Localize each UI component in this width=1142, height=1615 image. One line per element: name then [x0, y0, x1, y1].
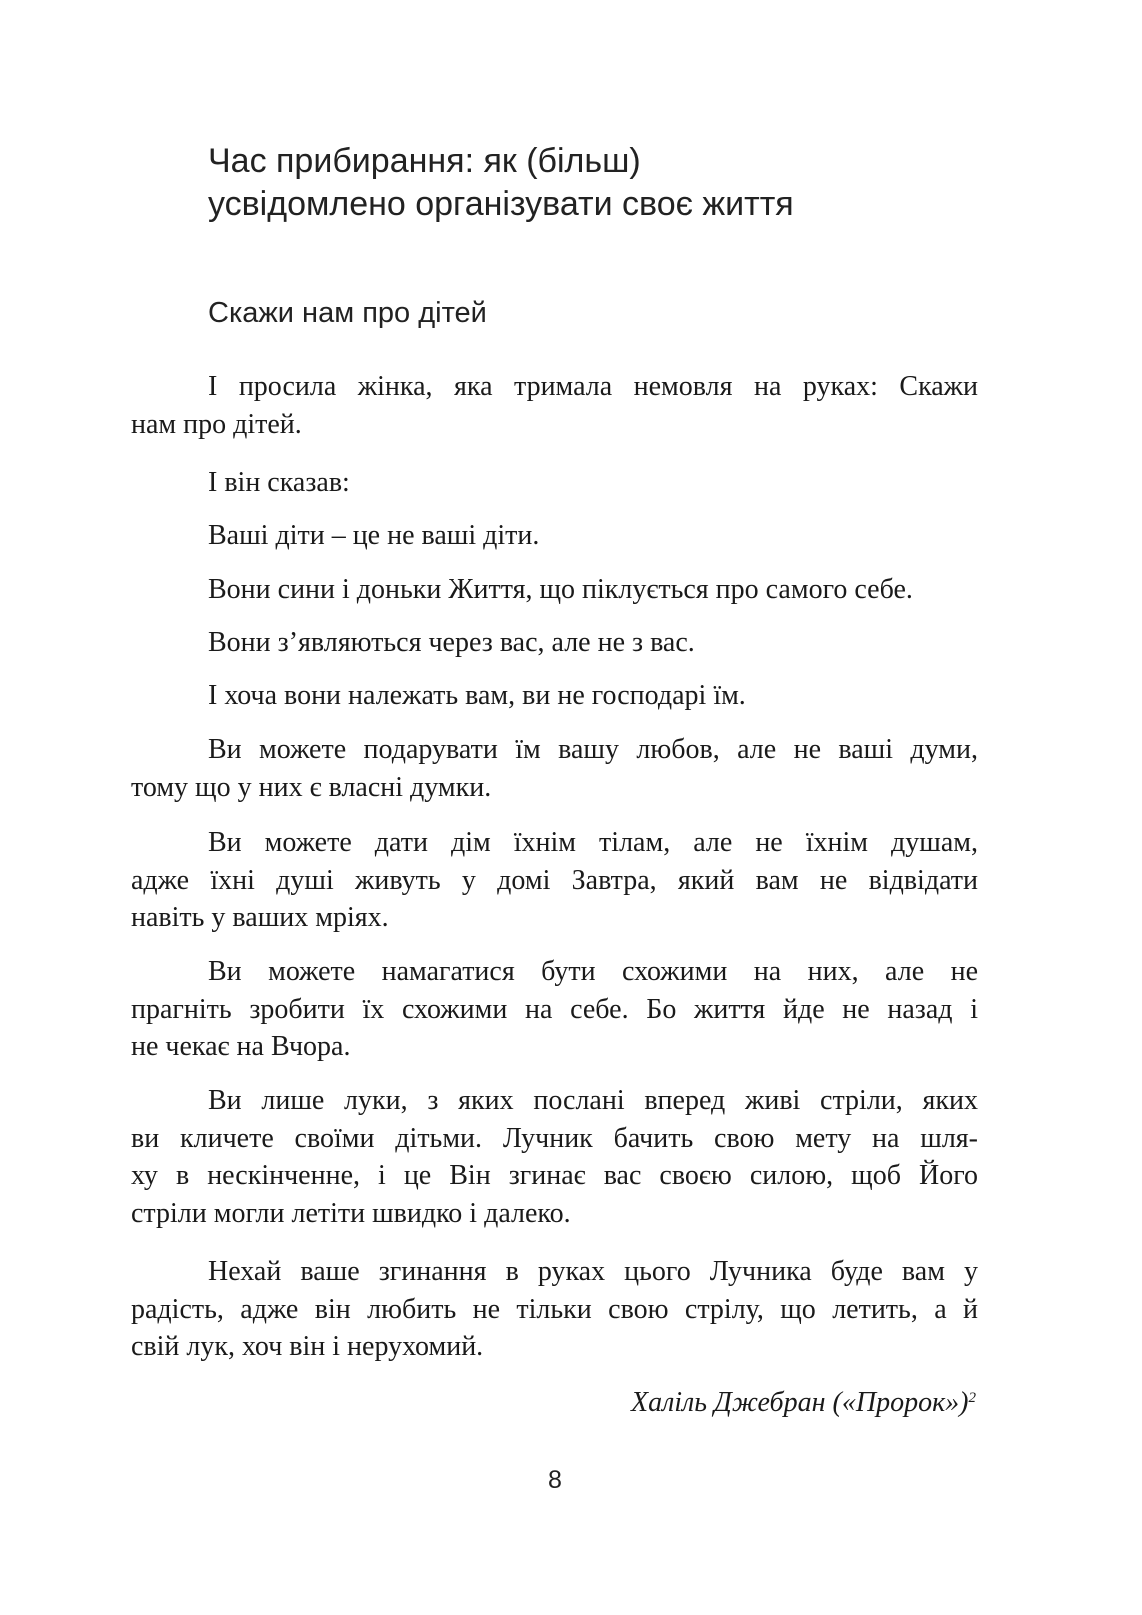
paragraph — [131, 953, 978, 1066]
chapter-title-line: усвідомлено організувати своє життя — [208, 185, 794, 223]
footnote-reference[interactable]: 2 — [968, 1390, 976, 1406]
paragraph-line: тому що у них є власні думки. — [131, 771, 492, 803]
attribution-text: Халіль Джебран («Пророк») — [630, 1387, 969, 1418]
paragraph-line: прагніть зробити їх схожими на себе. Бо життя йде не назад і — [131, 993, 978, 1025]
paragraph-line: І хоча вони належать вам, ви не господарі їм. — [208, 680, 746, 711]
paragraph-line: свій лук, хоч він і нерухомий. — [131, 1331, 484, 1362]
section-heading: Скажи нам про дітей — [208, 297, 487, 329]
paragraph — [131, 824, 978, 937]
paragraph-line: Вони з’являються через вас, але не з вас. — [208, 627, 695, 658]
paragraph-line: Ви можете дати дім їхнім тілам, але не їхнім душам, — [208, 827, 978, 858]
paragraph-line: Ви лише луки, з яких послані вперед живі стріли, яких — [208, 1085, 978, 1116]
paragraph — [131, 677, 978, 715]
attribution — [631, 1384, 976, 1421]
paragraph — [131, 1082, 978, 1232]
chapter-title-line: Час прибирання: як (більш) — [208, 142, 641, 180]
paragraph-line: Ви можете намагатися бути схожими на них, але не — [208, 956, 978, 987]
paragraph — [131, 624, 978, 662]
paragraph — [131, 1253, 978, 1366]
paragraph — [131, 571, 978, 609]
paragraph — [131, 464, 978, 502]
paragraph-line: І просила жінка, яка тримала немовля на руках: Скажи — [208, 371, 978, 402]
paragraph-line: Нехай ваше згинання в руках цього Лучника буде вам у — [208, 1256, 978, 1287]
paragraph-line: ху в нескінченне, і це Він згинає вас своєю силою, щоб Його — [131, 1160, 978, 1191]
paragraph-line: ви кличете своїми дітьми. Лучник бачить свою мету на шля- — [131, 1122, 978, 1154]
paragraph-line: навіть у ваших мріях. — [131, 902, 389, 933]
paragraph-line: І він сказав: — [208, 467, 350, 498]
paragraph — [131, 731, 978, 806]
paragraph-line: стріли могли летіти швидко і далеко. — [131, 1197, 571, 1229]
paragraph-line: не чекає на Вчора. — [131, 1031, 351, 1062]
paragraph-line: адже їхні душі живуть у домі Завтра, який вам не відвідати — [131, 864, 978, 896]
paragraph-line: радість, адже він любить не тільки свою стрілу, що летить, а й — [131, 1293, 978, 1325]
chapter-title — [208, 140, 794, 226]
page-number: 8 — [548, 1466, 562, 1494]
paragraph-line: нам про дітей. — [131, 408, 302, 440]
paragraph — [131, 517, 978, 555]
paragraph-line: Вони сини і доньки Життя, що піклується про самого себе. — [208, 574, 913, 605]
paragraph-line: Ви можете подарувати їм вашу любов, але не ваші думи, — [208, 734, 978, 765]
paragraph — [131, 368, 978, 443]
paragraph-line: Ваші діти – це не ваші діти. — [208, 520, 540, 551]
